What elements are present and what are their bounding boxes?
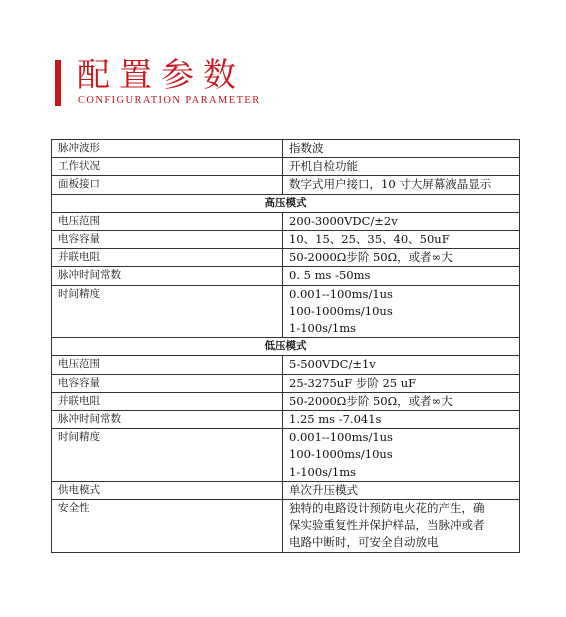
table-row xyxy=(52,392,520,410)
spec-value-line: 5-500VDC/±1v xyxy=(289,357,376,372)
spec-value xyxy=(283,267,520,285)
spec-value xyxy=(283,481,520,499)
spec-label: 脉冲波形 xyxy=(52,140,283,158)
spec-value-line: 0. 5 ms -50ms xyxy=(289,268,371,283)
table-row xyxy=(52,356,520,374)
spec-value-line: 开机自检功能 xyxy=(289,159,358,174)
spec-value-line: 200-3000VDC/±2v xyxy=(289,213,398,228)
spec-value-line: 指数波 xyxy=(289,141,324,155)
spec-value-line: 1-100s/1ms xyxy=(289,321,357,336)
table-row xyxy=(52,212,520,230)
spec-value-line: 100-1000ms/10us xyxy=(289,303,393,318)
spec-value xyxy=(283,285,520,338)
spec-value-line: 100-1000ms/10us xyxy=(289,447,393,462)
spec-label: 时间精度 xyxy=(52,429,283,482)
spec-label: 供电模式 xyxy=(52,481,283,499)
spec-value-line: 1-100s/1ms xyxy=(289,464,357,479)
spec-label: 电压范围 xyxy=(52,356,283,374)
spec-value xyxy=(283,500,520,553)
spec-value xyxy=(283,249,520,267)
table-row xyxy=(52,158,520,176)
spec-label: 并联电阻 xyxy=(52,392,283,410)
spec-label: 电容容量 xyxy=(52,374,283,392)
spec-value-line: 0.001--100ms/1us xyxy=(289,286,393,301)
page-subtitle: CONFIGURATION PARAMETER xyxy=(78,95,261,106)
spec-label: 工作状况 xyxy=(52,158,283,176)
spec-label: 脉冲时间常数 xyxy=(52,411,283,429)
spec-label: 安全性 xyxy=(52,500,283,553)
spec-value xyxy=(283,231,520,249)
spec-value-line: 50-2000Ω步阶 50Ω，或者∞大 xyxy=(289,393,453,408)
table-row xyxy=(52,249,520,267)
section-heading: 低压模式 xyxy=(52,338,520,356)
spec-value-line: 电路中断时，可安全自动放电 xyxy=(289,535,439,550)
table-row xyxy=(52,231,520,249)
spec-label: 电容容量 xyxy=(52,231,283,249)
accent-bar xyxy=(55,60,61,106)
spec-value-line: 单次升压模式 xyxy=(289,482,358,497)
spec-value-line: 1.25 ms -7.041s xyxy=(289,412,382,427)
spec-value-line: 0.001--100ms/1us xyxy=(289,430,393,445)
table-row xyxy=(52,374,520,392)
section-row xyxy=(52,338,520,356)
spec-value xyxy=(283,158,520,176)
table-row xyxy=(52,285,520,338)
spec-value xyxy=(283,429,520,482)
spec-value-line: 50-2000Ω步阶 50Ω，或者∞大 xyxy=(289,250,453,265)
spec-value xyxy=(283,140,520,158)
table-row xyxy=(52,411,520,429)
spec-value xyxy=(283,176,520,194)
spec-value-line: 独特的电路设计预防电火花的产生，确 xyxy=(289,501,485,516)
spec-label: 脉冲时间常数 xyxy=(52,267,283,285)
spec-value-line: 10、15、25、35、40、50uF xyxy=(289,232,450,247)
spec-value xyxy=(283,212,520,230)
page-title: 配置参数 xyxy=(77,55,245,94)
table-row xyxy=(52,267,520,285)
spec-table-body xyxy=(52,140,520,553)
section-row xyxy=(52,194,520,212)
spec-label: 面板接口 xyxy=(52,176,283,194)
table-row xyxy=(52,140,520,158)
spec-value xyxy=(283,392,520,410)
spec-value-line: 保实验重复性并保护样品，当脉冲或者 xyxy=(289,518,485,533)
table-row xyxy=(52,176,520,194)
table-row xyxy=(52,500,520,553)
section-heading: 高压模式 xyxy=(52,194,520,212)
spec-value xyxy=(283,374,520,392)
section-header xyxy=(55,57,535,109)
spec-value-line: 25-3275uF 步阶 25 uF xyxy=(289,375,417,390)
spec-value-line: 数字式用户接口，10 寸大屏幕液晶显示 xyxy=(289,177,492,192)
table-row xyxy=(52,429,520,482)
table-row xyxy=(52,481,520,499)
spec-value xyxy=(283,411,520,429)
spec-label: 时间精度 xyxy=(52,285,283,338)
spec-label: 并联电阻 xyxy=(52,249,283,267)
spec-table xyxy=(51,139,520,553)
spec-label: 电压范围 xyxy=(52,212,283,230)
spec-value xyxy=(283,356,520,374)
